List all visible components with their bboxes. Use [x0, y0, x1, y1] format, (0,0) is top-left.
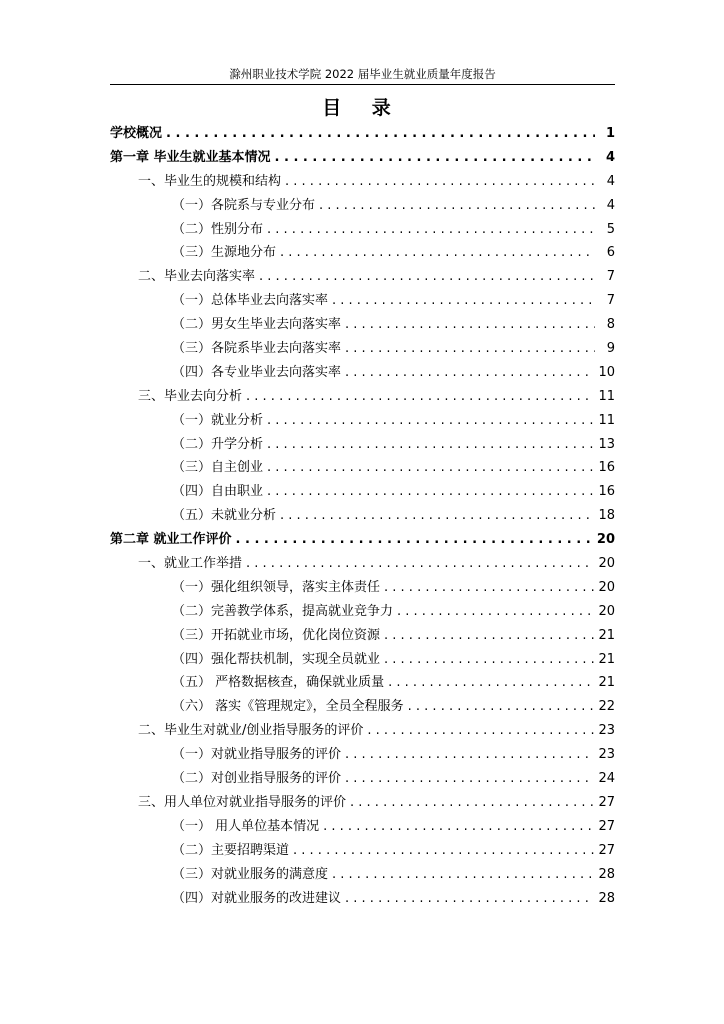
toc-entry[interactable]: [110, 695, 615, 719]
toc-dot-leader: [236, 528, 593, 552]
toc-entry[interactable]: [110, 194, 615, 218]
toc-dot-leader: [350, 791, 594, 815]
toc-entry[interactable]: [110, 576, 615, 600]
toc-entry[interactable]: [110, 648, 615, 672]
toc-dot-leader: [246, 385, 594, 409]
toc-entry-page-number: 22: [598, 699, 615, 715]
toc-entry-page-number: 28: [598, 866, 615, 882]
toc-entry[interactable]: [110, 456, 615, 480]
toc-dot-leader: [397, 600, 594, 624]
toc-entry-label: 三、用人单位对就业指导服务的评价: [138, 794, 347, 810]
toc-entry-label: 一、毕业生的规模和结构: [138, 173, 282, 189]
toc-entry-page-number: 21: [598, 675, 615, 691]
toc-entry[interactable]: [110, 887, 615, 911]
toc-entry-label: （四）对就业服务的改进建议: [172, 890, 342, 906]
toc-entry-page-number: 7: [606, 293, 615, 309]
toc-entry-page-number: 16: [598, 484, 615, 500]
toc-entry-label: （三）各院系毕业去向落实率: [172, 341, 342, 357]
toc-entry-page-number: 27: [598, 842, 615, 858]
toc-entry-label: （一）就业分析: [172, 412, 264, 428]
toc-entry-page-number: 1: [605, 126, 615, 141]
toc-dot-leader: [166, 122, 595, 146]
toc-entry-label: （二）性别分布: [172, 221, 264, 237]
toc-dot-leader: [319, 194, 595, 218]
toc-dot-leader: [267, 433, 594, 457]
toc-entry[interactable]: [110, 767, 615, 791]
toc-entry-page-number: 4: [606, 173, 615, 189]
toc-entry-page-number: 9: [606, 341, 615, 357]
toc-entry-page-number: 27: [598, 794, 615, 810]
toc-entry-label: 二、毕业生对就业/创业指导服务的评价: [138, 723, 364, 739]
toc-entry-label: （二）男女生毕业去向落实率: [172, 317, 342, 333]
toc-entry[interactable]: [110, 624, 615, 648]
toc-dot-leader: [345, 361, 594, 385]
toc-dot-leader: [408, 695, 595, 719]
toc-entry-page-number: 11: [598, 412, 615, 428]
toc-dot-leader: [345, 743, 594, 767]
toc-entry-label: （二）完善教学体系，提高就业竞争力: [172, 603, 394, 619]
toc-entry[interactable]: [110, 504, 615, 528]
toc-entry[interactable]: [110, 337, 615, 361]
toc-entry-label: （三）生源地分布: [172, 245, 277, 261]
toc-entry-label: （四）强化帮扶机制，实现全员就业: [172, 651, 381, 667]
toc-entry-page-number: 6: [606, 245, 615, 261]
toc-dot-leader: [367, 719, 594, 743]
toc-entry-label: （一）强化组织领导，落实主体责任: [172, 579, 381, 595]
toc-entry-page-number: 28: [598, 890, 615, 906]
toc-entry-label: （五） 严格数据核查，确保就业质量: [172, 675, 385, 691]
toc-dot-leader: [384, 576, 594, 600]
toc-entry-page-number: 16: [598, 460, 615, 476]
toc-entry[interactable]: [110, 289, 615, 313]
toc-entry-label: 一、就业工作举措: [138, 556, 243, 572]
toc-entry-page-number: 20: [596, 532, 615, 548]
toc-entry[interactable]: [110, 433, 615, 457]
toc-entry-page-number: 10: [598, 364, 615, 380]
toc-entry[interactable]: [110, 791, 615, 815]
toc-entry-label: （五）未就业分析: [172, 508, 277, 524]
toc-dot-leader: [293, 839, 594, 863]
toc-dot-leader: [280, 504, 594, 528]
toc-dot-leader: [384, 624, 594, 648]
toc-dot-leader: [267, 456, 594, 480]
toc-entry-page-number: 18: [598, 508, 615, 524]
toc-dot-leader: [323, 815, 594, 839]
toc-dot-leader: [280, 241, 595, 265]
toc-entry-label: （四）各专业毕业去向落实率: [172, 364, 342, 380]
toc-entry[interactable]: [110, 600, 615, 624]
toc-entry-label: （二）对创业指导服务的评价: [172, 771, 342, 787]
toc-entry[interactable]: [110, 839, 615, 863]
toc-entry[interactable]: [110, 863, 615, 887]
toc-entry-label: （二）主要招聘渠道: [172, 842, 290, 858]
table-of-contents: [110, 122, 615, 910]
toc-entry[interactable]: [110, 218, 615, 242]
toc-dot-leader: [275, 146, 595, 170]
toc-entry-label: 第一章 毕业生就业基本情况: [110, 149, 271, 165]
toc-entry-page-number: 21: [598, 627, 615, 643]
toc-dot-leader: [285, 170, 595, 194]
toc-entry-page-number: 13: [598, 436, 615, 452]
toc-entry[interactable]: [110, 241, 615, 265]
toc-entry-page-number: 8: [606, 317, 615, 333]
toc-entry-page-number: 24: [598, 771, 615, 787]
toc-dot-leader: [388, 671, 594, 695]
toc-entry-label: （一）总体毕业去向落实率: [172, 293, 329, 309]
toc-entry[interactable]: [110, 743, 615, 767]
page-title: 目 录: [322, 97, 403, 119]
toc-entry[interactable]: [110, 671, 615, 695]
toc-entry-label: （三）自主创业: [172, 460, 264, 476]
toc-dot-leader: [332, 863, 594, 887]
toc-entry-page-number: 20: [598, 556, 615, 572]
toc-entry[interactable]: [110, 146, 615, 170]
toc-entry-page-number: 4: [606, 197, 615, 213]
toc-entry[interactable]: [110, 385, 615, 409]
toc-dot-leader: [384, 648, 594, 672]
toc-entry[interactable]: [110, 815, 615, 839]
toc-entry-label: （四）自由职业: [172, 484, 264, 500]
toc-entry-page-number: 7: [606, 269, 615, 285]
toc-entry[interactable]: [110, 170, 615, 194]
toc-entry[interactable]: [110, 528, 615, 552]
toc-dot-leader: [345, 887, 594, 911]
toc-entry-page-number: 5: [606, 221, 615, 237]
toc-entry-label: （六） 落实《管理规定》，全员全程服务: [172, 699, 404, 715]
toc-dot-leader: [345, 767, 594, 791]
toc-entry-label: （一）各院系与专业分布: [172, 197, 316, 213]
toc-entry[interactable]: [110, 409, 615, 433]
toc-entry-page-number: 23: [598, 723, 615, 739]
toc-entry-label: （三）对就业服务的满意度: [172, 866, 329, 882]
toc-dot-leader: [246, 552, 594, 576]
toc-entry-label: 第二章 就业工作评价: [110, 532, 232, 548]
toc-dot-leader: [345, 337, 595, 361]
toc-entry[interactable]: [110, 313, 615, 337]
toc-entry-page-number: 27: [598, 818, 615, 834]
toc-entry-page-number: 20: [598, 603, 615, 619]
toc-entry-label: 二、毕业去向落实率: [138, 269, 256, 285]
toc-entry-label: （一）对就业指导服务的评价: [172, 747, 342, 763]
toc-entry-page-number: 11: [598, 388, 615, 404]
toc-entry-label: （三）开拓就业市场，优化岗位资源: [172, 627, 381, 643]
toc-entry-page-number: 21: [598, 651, 615, 667]
toc-entry[interactable]: [110, 480, 615, 504]
running-header: 滁州职业技术学院 2022 届毕业生就业质量年度报告: [229, 67, 496, 81]
toc-dot-leader: [267, 480, 594, 504]
toc-entry[interactable]: [110, 552, 615, 576]
header-rule: [110, 84, 615, 85]
toc-dot-leader: [332, 289, 595, 313]
toc-entry-page-number: 4: [605, 149, 615, 165]
toc-entry-label: （一） 用人单位基本情况: [172, 818, 320, 834]
toc-entry[interactable]: [110, 719, 615, 743]
toc-dot-leader: [259, 265, 595, 289]
toc-entry[interactable]: [110, 265, 615, 289]
toc-dot-leader: [345, 313, 595, 337]
toc-entry-page-number: 23: [598, 747, 615, 763]
toc-entry-label: （二）升学分析: [172, 436, 264, 452]
toc-dot-leader: [267, 218, 595, 242]
toc-entry-label: 三、毕业去向分析: [138, 388, 243, 404]
toc-entry[interactable]: [110, 361, 615, 385]
toc-dot-leader: [267, 409, 594, 433]
toc-entry[interactable]: [110, 122, 615, 146]
toc-entry-label: 学校概况: [110, 126, 163, 141]
toc-entry-page-number: 20: [598, 579, 615, 595]
